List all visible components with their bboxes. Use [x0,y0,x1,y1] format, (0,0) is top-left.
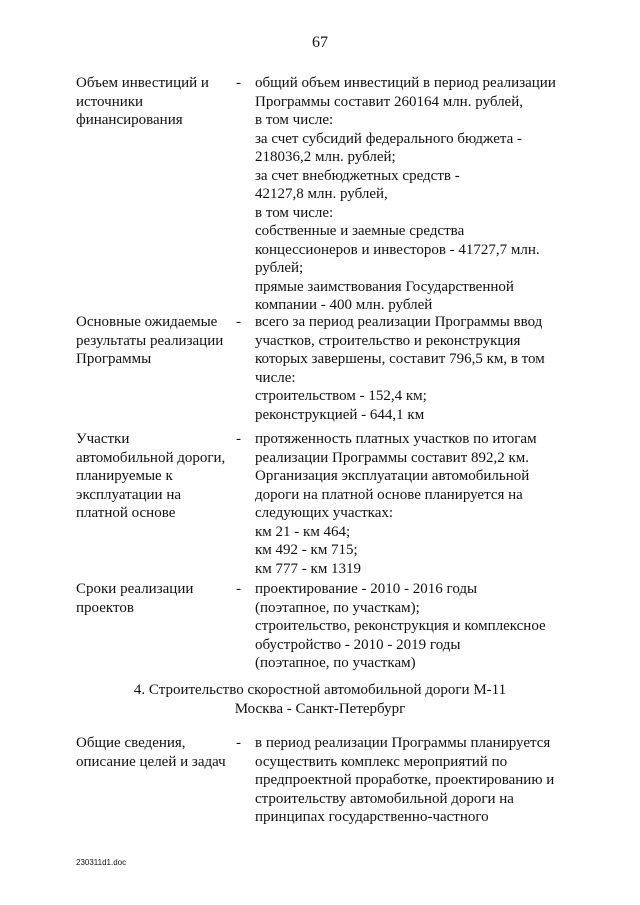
label-line: Участки [76,431,130,447]
value-line: общий объем инвестиций в период реализации [255,75,556,91]
label-line: эксплуатации на [76,486,182,503]
value-line: Программы составит 260164 млн. рублей, [255,93,523,110]
value-line: строительство, реконструкция и комплексное [255,618,546,634]
section-value [255,74,575,315]
value-line: рублей; [255,260,304,276]
section-value [255,734,575,827]
value-line: в период реализации Программы планируется [255,735,551,751]
label-line: платной основе [76,505,176,521]
value-line: Организация эксплуатации автомобильной [255,468,530,484]
value-line: строительству автомобильной дороги на [255,790,514,807]
value-line: осуществить комплекс мероприятий по [255,753,508,770]
value-line: км 492 - км 715; [255,542,358,558]
label-line: планируемые к [76,468,173,484]
label-line: Объем инвестиций и [76,75,209,91]
label-line: Основные ожидаемые [76,314,218,330]
section-label [76,430,236,523]
section-label [76,74,236,130]
label-line: проектов [76,599,134,616]
dash-separator: - [236,314,241,330]
value-line: км 777 - км 1319 [255,560,362,577]
value-line: протяженность платных участков по итогам [255,431,537,447]
value-line: строительством - 152,4 км; [255,388,427,404]
label-line: финансирования [76,112,183,128]
section-value [255,580,575,673]
label-line: описание целей и задач [76,753,226,770]
value-line: км 21 - км 464; [255,523,351,540]
value-line: концессионеров и инвесторов - 41727,7 млн. [255,241,540,258]
value-line: реализации Программы составит 892,2 км. [255,449,530,466]
label-line: результаты реализации [76,332,224,349]
value-line: обустройство - 2010 - 2019 годы [255,636,461,653]
label-line: Сроки реализации [76,581,194,597]
dash-separator: - [236,735,241,751]
heading-line: Москва - Санкт-Петербург [234,700,406,717]
value-line: в том числе: [255,204,334,221]
label-line: Программы [76,351,152,367]
value-line: (поэтапное, по участкам); [255,599,420,616]
section-heading [0,681,640,718]
value-line: (поэтапное, по участкам) [255,655,416,671]
label-line: Общие сведения, [76,735,186,751]
value-line: в том числе: [255,112,334,128]
value-line: реконструкцией - 644,1 км [255,406,425,423]
value-line: за счет субсидий федерального бюджета - [255,130,523,147]
dash-separator: - [236,431,241,447]
label-line: источники [76,93,144,110]
label-line: автомобильной дороги, [76,449,226,466]
value-line: дороги на платной основе планируется на [255,486,523,503]
heading-line: 4. Строительство скоростной автомобильной дороги М-11 [133,682,507,698]
value-line: следующих участках: [255,505,394,521]
section-label [76,580,236,617]
section-value [255,430,575,578]
value-line: числе: [255,369,296,386]
footer-filename: 230311d1.doc [76,858,127,867]
value-line: компании - 400 млн. рублей [255,297,433,313]
value-line: проектирование - 2010 - 2016 годы [255,581,478,597]
page-number: 67 [312,34,328,51]
section-label [76,734,236,771]
value-line: 42127,8 млн. рублей, [255,186,388,202]
value-line: участков, строительство и реконструкция [255,332,521,349]
value-line: за счет внебюджетных средств - [255,167,460,184]
dash-separator: - [236,75,241,91]
value-line: принципах государственно-частного [255,809,489,825]
value-line: собственные и заемные средства [255,223,465,239]
section-label [76,313,236,369]
dash-separator: - [236,581,241,597]
value-line: предпроектной проработке, проектированию и [255,772,555,788]
section-value [255,313,575,424]
value-line: прямые заимствования Государственной [255,278,514,295]
value-line: которых завершены, составит 796,5 км, в том [255,351,545,367]
value-line: 218036,2 млн. рублей; [255,149,396,165]
value-line: всего за период реализации Программы ввод [255,314,543,330]
